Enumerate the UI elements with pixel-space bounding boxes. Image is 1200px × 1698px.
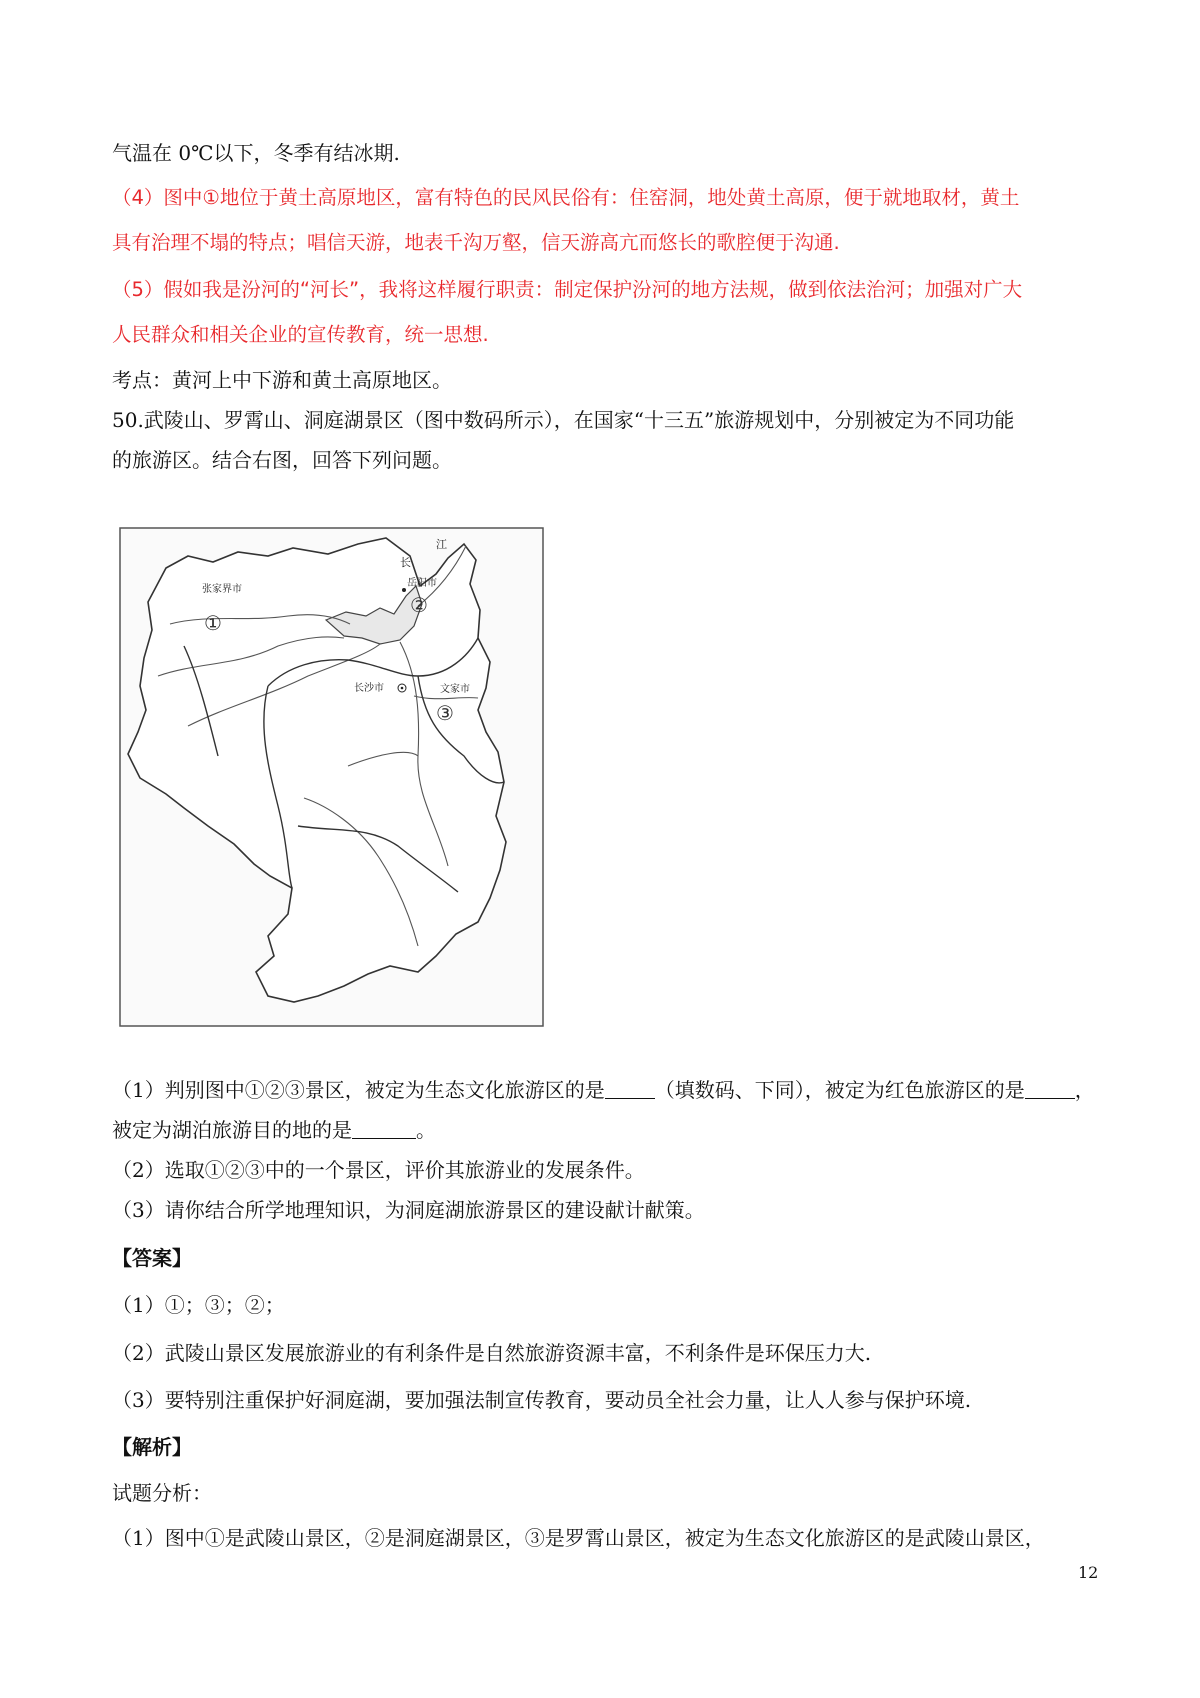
- label-chang: 长: [400, 556, 411, 569]
- question-50-1: [112, 1075, 1095, 1105]
- q1-part-d: 被定为湖泊旅游目的地的是: [112, 1118, 352, 1142]
- answer-heading: 【答案】: [112, 1246, 192, 1270]
- label-jiang: 江: [436, 538, 447, 551]
- label-yueyang: 岳阳市: [407, 578, 437, 589]
- answer-1: （1）①；③；②；: [112, 1293, 285, 1317]
- question-50-1-cont: [112, 1115, 436, 1145]
- question-50-3: （3）请你结合所学地理知识，为洞庭湖旅游景区的建设献计献策。: [112, 1198, 705, 1222]
- answer-4-line-2: 具有治理不塌的特点；唱信天游，地表千沟万壑，信天游高亢而悠长的歌腔便于沟通.: [112, 231, 840, 254]
- marker-1: ①: [204, 611, 222, 635]
- answer-5-line-2: 人民群众和相关企业的宣传教育，统一思想.: [112, 323, 489, 346]
- yueyang-city-icon: [402, 588, 406, 592]
- q1-part-c: ，: [1074, 1078, 1095, 1102]
- blank-2: [1025, 1080, 1075, 1099]
- blank-3: [352, 1120, 416, 1139]
- analysis-intro: 试题分析：: [112, 1481, 212, 1505]
- hunan-map-figure: [118, 526, 545, 1028]
- answer-3: （3）要特别注重保护好洞庭湖，要加强法制宣传教育，要动员全社会力量，让人人参与保护环境.: [112, 1388, 972, 1412]
- marker-2: ②: [410, 593, 428, 617]
- blank-1: [605, 1080, 655, 1099]
- analysis-heading: 【解析】: [112, 1435, 192, 1459]
- answer-5-line-1: （5）假如我是汾河的“河长”，我将这样履行职责：制定保护汾河的地方法规，做到依法治河；加强对广大: [112, 278, 1023, 301]
- knowledge-point: 考点：黄河上中下游和黄土高原地区。: [112, 368, 452, 392]
- changsha-city-dot: [401, 687, 404, 690]
- label-changsha: 长沙市: [354, 683, 384, 694]
- label-zhangjiajie: 张家界市: [202, 584, 242, 595]
- label-wenjia: 文家市: [440, 684, 470, 695]
- q1-part-a: （1）判别图中①②③景区，被定为生态文化旅游区的是: [112, 1078, 605, 1102]
- marker-3: ③: [436, 701, 454, 725]
- line-1: 气温在 0℃以下，冬季有结冰期.: [112, 141, 400, 165]
- q1-part-e: 。: [416, 1118, 436, 1142]
- question-50-stem-2: 的旅游区。结合右图，回答下列问题。: [112, 448, 452, 472]
- question-50-2: （2）选取①②③中的一个景区，评价其旅游业的发展条件。: [112, 1158, 645, 1182]
- answer-4-line-1: （4）图中①地位于黄土高原地区，富有特色的民风民俗有：住窑洞，地处黄土高原，便于就地取材，黄土: [112, 186, 1020, 209]
- q1-part-b: （填数码、下同），被定为红色旅游区的是: [654, 1078, 1025, 1102]
- question-50-stem-1: 50.武陵山、罗霄山、洞庭湖景区（图中数码所示），在国家“十三五”旅游规划中，分别被定为不同功能: [112, 408, 1015, 432]
- analysis-1: （1）图中①是武陵山景区，②是洞庭湖景区，③是罗霄山景区，被定为生态文化旅游区的是武陵山景区，: [112, 1526, 1045, 1550]
- answer-2: （2）武陵山景区发展旅游业的有利条件是自然旅游资源丰富，不利条件是环保压力大.: [112, 1341, 872, 1365]
- page-number: 12: [1078, 1563, 1099, 1582]
